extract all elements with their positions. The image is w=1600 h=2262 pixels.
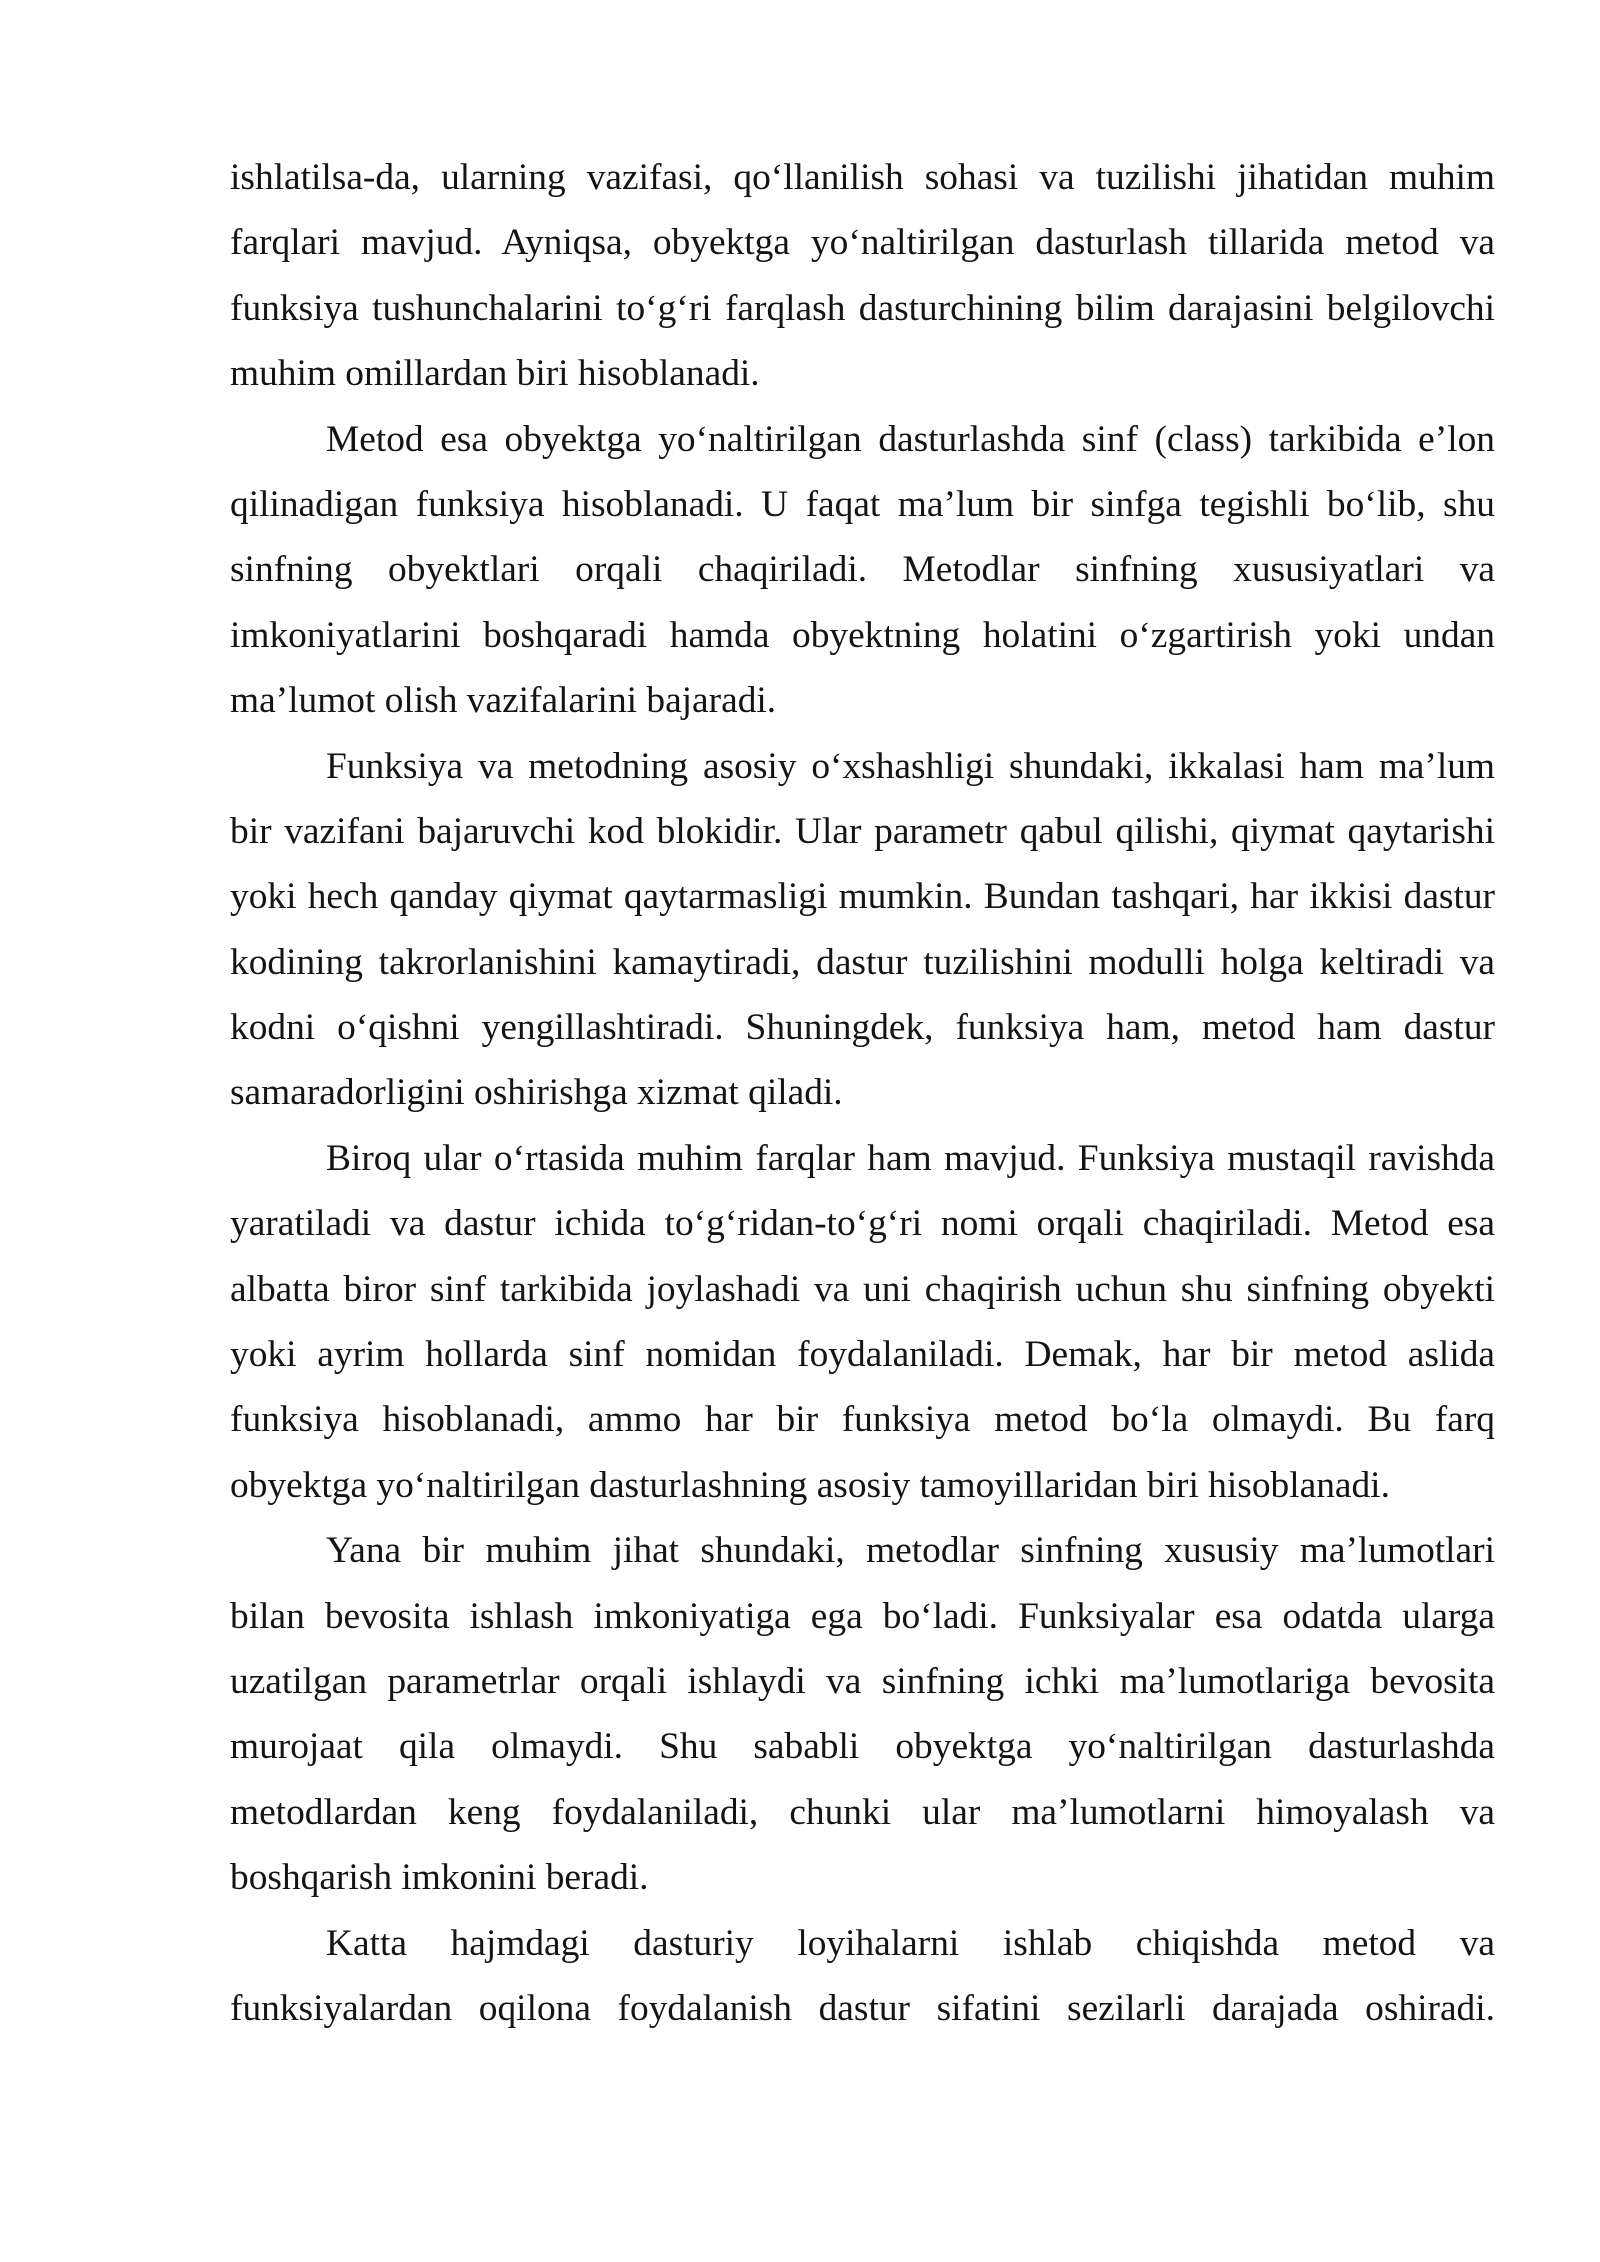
text-line: farqlari mavjud. Ayniqsa, obyektga yo‘naltirilgan dasturlash tillarida metod va — [230, 222, 1495, 264]
paragraph — [230, 1518, 1495, 1910]
text-line: funksiya tushunchalarini to‘g‘ri farqlash dasturchining bilim darajasini belgilovchi — [230, 287, 1495, 329]
text-line: murojaat qila olmaydi. Shu sababli obyektga yo‘naltirilgan dasturlashda — [230, 1726, 1495, 1768]
text-line: funksiyalardan oqilona foydalanish dastur sifatini sezilarli darajada oshiradi. — [230, 1987, 1495, 2029]
paragraph — [230, 407, 1495, 734]
text-line: metodlardan keng foydalaniladi, chunki ular ma’lumotlarni himoyalash va — [230, 1791, 1495, 1833]
text-line: albatta biror sinf tarkibida joylashadi va uni chaqirish uchun shu sinfning obyekti — [230, 1268, 1495, 1310]
text-line: sinfning obyektlari orqali chaqiriladi. Metodlar sinfning xususiyatlari va — [230, 549, 1495, 591]
body-text — [230, 145, 1495, 2041]
text-line: qilinadigan funksiya hisoblanadi. U faqat ma’lum bir sinfga tegishli bo‘lib, shu — [230, 483, 1495, 525]
text-line: Yana bir muhim jihat shundaki, metodlar sinfning xususiy ma’lumotlari — [326, 1530, 1495, 1572]
text-line: bilan bevosita ishlash imkoniyatiga ega bo‘ladi. Funksiyalar esa odatda ularga — [230, 1595, 1495, 1637]
text-line: Metod esa obyektga yo‘naltirilgan dasturlashda sinf (class) tarkibida e’lon — [326, 418, 1495, 460]
text-line: bir vazifani bajaruvchi kod blokidir. Ular parametr qabul qilishi, qiymat qaytarishi — [230, 810, 1495, 852]
text-line: samaradorligini oshirishga xizmat qiladi. — [230, 1072, 843, 1114]
text-line: ishlatilsa-da, ularning vazifasi, qo‘llanilish sohasi va tuzilishi jihatidan muhim — [230, 157, 1495, 198]
text-line: yoki hech qanday qiymat qaytarmasligi mumkin. Bundan tashqari, har ikkisi dastur — [230, 876, 1495, 918]
text-line: yaratiladi va dastur ichida to‘g‘ridan-to‘g‘ri nomi orqali chaqiriladi. Metod esa — [230, 1203, 1495, 1245]
text-line: kodining takrorlanishini kamaytiradi, dastur tuzilishini modulli holga keltiradi va — [230, 941, 1495, 983]
text-line: muhim omillardan biri hisoblanadi. — [230, 353, 760, 395]
paragraph — [230, 1911, 1495, 2042]
text-line: ma’lumot olish vazifalarini bajaradi. — [230, 680, 777, 722]
text-line: Biroq ular o‘rtasida muhim farqlar ham mavjud. Funksiya mustaqil ravishda — [326, 1137, 1495, 1179]
text-line: imkoniyatlarini boshqaradi hamda obyektning holatini o‘zgartirish yoki undan — [230, 614, 1495, 656]
text-line: yoki ayrim hollarda sinf nomidan foydalaniladi. Demak, har bir metod aslida — [230, 1334, 1495, 1376]
paragraph — [230, 145, 1495, 407]
text-line: boshqarish imkonini beradi. — [230, 1857, 649, 1899]
paragraph — [230, 734, 1495, 1126]
text-line: uzatilgan parametrlar orqali ishlaydi va sinfning ichki ma’lumotlariga bevosita — [230, 1660, 1495, 1702]
text-line: obyektga yo‘naltirilgan dasturlashning asosiy tamoyillaridan biri hisoblanadi. — [230, 1464, 1390, 1506]
paragraph — [230, 1126, 1495, 1518]
text-line: Funksiya va metodning asosiy o‘xshashligi shundaki, ikkalasi ham ma’lum — [326, 745, 1495, 787]
text-line: kodni o‘qishni yengillashtiradi. Shuningdek, funksiya ham, metod ham dastur — [230, 1007, 1495, 1049]
text-line: funksiya hisoblanadi, ammo har bir funksiya metod bo‘la olmaydi. Bu farq — [230, 1399, 1495, 1441]
text-line: Katta hajmdagi dasturiy loyihalarni ishlab chiqishda metod va — [326, 1922, 1495, 1964]
